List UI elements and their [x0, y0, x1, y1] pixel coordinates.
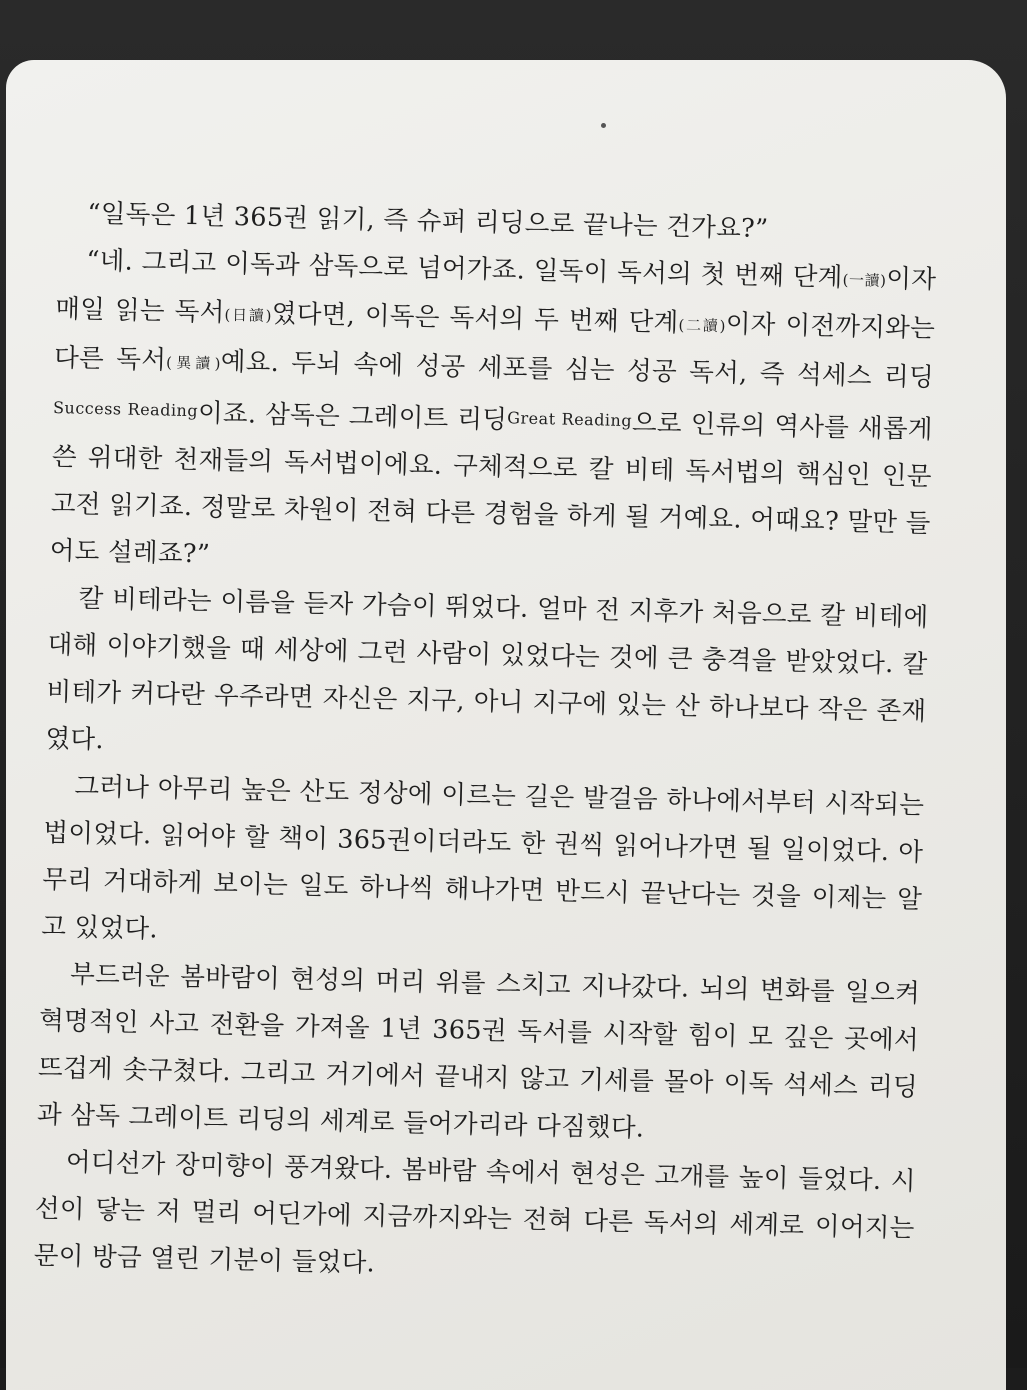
screen-dust-dot [601, 123, 606, 128]
text-segment: 예요. 두뇌 속에 성공 세포를 심는 성공 독서, 즉 석세스 리딩 [220, 346, 935, 393]
hanja-gloss: (一讀) [842, 270, 887, 290]
hanja-gloss: (異讀) [165, 353, 221, 373]
english-gloss: Great Reading [507, 408, 633, 431]
hanja-gloss: (日讀) [224, 305, 273, 325]
hanja-gloss: (二讀) [678, 316, 726, 336]
text-segment: 으로 인류의 역사를 새롭게 쓴 위대한 천재들의 독서법이에요. 구체적으로 칼 비테 독서법의 핵심인 인문고전 읽기죠. 정말로 차원이 전혀 다른 경험을 하게 될 거예요. 어때요? 말만 들어도 설레죠?” [49, 408, 934, 570]
ereader-screen [6, 60, 1006, 1390]
text-segment: “네. 그리고 이독과 삼독으로 넘어가죠. 일독이 독서의 첫 번째 단계 [86, 245, 843, 293]
paragraph [45, 575, 929, 783]
text-segment: 이자 매일 읽는 독서 [54, 263, 937, 328]
text-segment: 어디선가 장미향이 풍겨왔다. 봄바람 속에서 현성은 고개를 높이 들었다. 시선이 닿는 저 멀리 어딘가에 지금까지와는 전혀 다른 독서의 세계로 이어지는 문이 방금 열린 기분이 들었다. [33, 1147, 917, 1279]
text-segment: 부드러운 봄바람이 현성의 머리 위를 스치고 지나갔다. 뇌의 변화를 일으켜 혁명적인 사고 전환을 가져올 1년 365권 독서를 시작할 힘이 모 깊은 곳에서 뜨겁게 솟구쳤다. 그리고 거기에서 끝내지 않고 기세를 몰아 이독 석세스 리딩과 삼독 그레이트 리딩의 세계로 들어가리라 다짐했다. [36, 959, 921, 1144]
text-segment: 칼 비테라는 이름을 듣자 가슴이 뛰었다. 얼마 전 지후가 처음으로 칼 비테에 대해 이야기했을 때 세상에 그런 사람이 있었다는 것에 큰 충격을 받았었다. 칼 비테가 커다란 우주라면 자신은 지구, 아니 지구에 있는 산 하나보다 작은 존재였다. [45, 583, 929, 756]
text-segment: 이자 이전까지와는 다른 독서 [53, 309, 936, 376]
paragraph [36, 951, 920, 1159]
text-segment: “일독은 1년 365권 읽기, 즉 슈퍼 리딩으로 끝나는 건가요?” [87, 198, 769, 245]
paragraph [33, 1139, 916, 1300]
text-segment: 였다면, 이독은 독서의 두 번째 단계 [271, 298, 679, 339]
paragraph [49, 237, 936, 595]
book-page [33, 190, 938, 1300]
text-segment: 이죠. 삼독은 그레이트 리딩 [197, 398, 508, 436]
paragraph [41, 763, 925, 971]
text-segment: 그러나 아무리 높은 산도 정상에 이르는 길은 발걸음 하나에서부터 시작되는 법이었다. 읽어야 할 책이 365권이더라도 한 권씩 읽어나가면 될 일이었다. 아무리 거대하게 보이는 일도 하나씩 해나가면 반드시 끝난다는 것을 이제는 알고 있었다. [40, 771, 925, 945]
english-gloss: Success Reading [52, 397, 199, 421]
